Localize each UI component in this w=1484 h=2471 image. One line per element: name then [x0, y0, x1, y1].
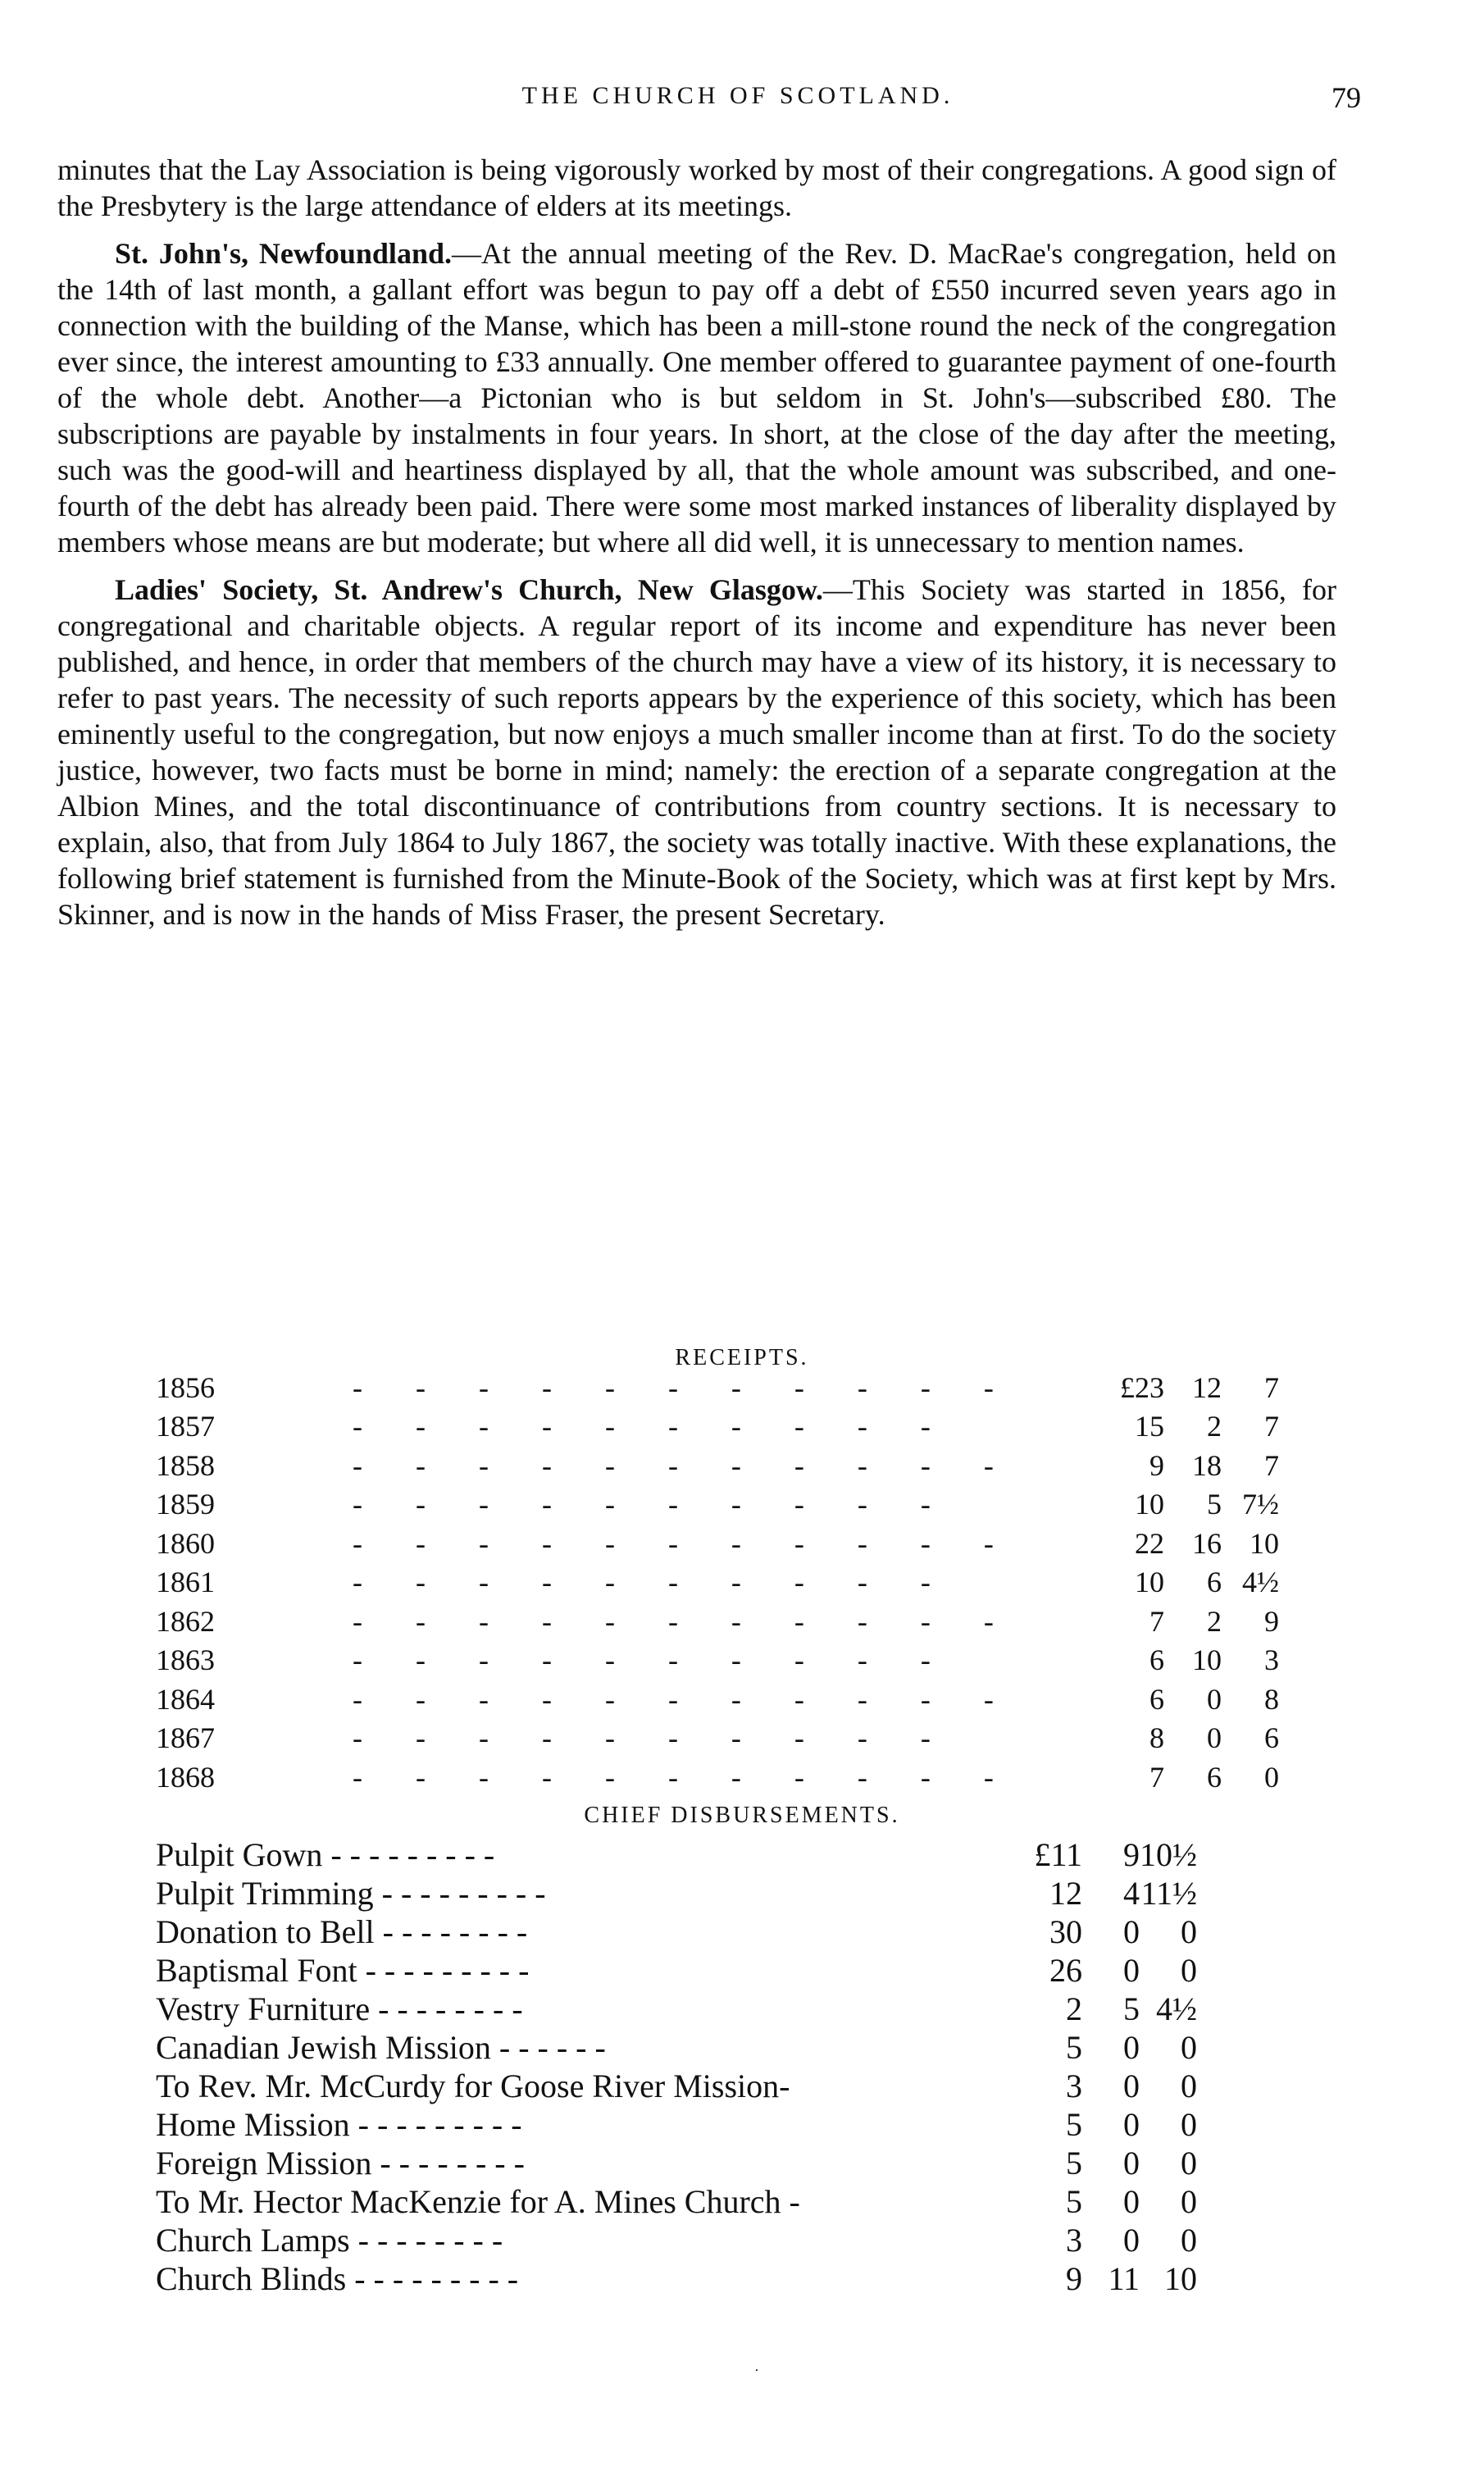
leader-dots: - - - - - - - - - - -: [353, 1370, 1017, 1404]
amount-pounds: 10: [1135, 1488, 1164, 1521]
amount-pence: 0: [1181, 2029, 1197, 2066]
amount-pounds: 7: [1149, 1760, 1164, 1794]
disbursement-item: Pulpit Trimming - - - - - - - - -: [156, 1875, 546, 1912]
amount-pence: 6: [1264, 1721, 1279, 1755]
leader-dots: - - - - - - - - - -: [353, 1410, 954, 1443]
disbursement-row: [156, 2028, 1197, 2067]
amount-pounds: 5: [1066, 2106, 1082, 2143]
receipt-row: [156, 1641, 1279, 1680]
amount-shillings: 16: [1192, 1526, 1222, 1560]
amount-pounds: 7: [1149, 1604, 1164, 1638]
disbursement-row: [156, 2221, 1197, 2259]
amount-pence: 0: [1181, 2106, 1197, 2143]
amount-shillings: 0: [1123, 2145, 1140, 2182]
paragraph-lay-association: [57, 152, 1336, 224]
amount-pounds: 15: [1135, 1410, 1164, 1443]
leader-dots: - - - - - - - - - - -: [353, 1682, 1017, 1716]
disbursement-item: Baptismal Font - - - - - - - - -: [156, 1952, 530, 1989]
amount-pence: 0: [1181, 2222, 1197, 2259]
amount-pence: 7: [1264, 1410, 1279, 1443]
receipt-row: [156, 1446, 1279, 1485]
amount-pounds: 5: [1066, 2183, 1082, 2220]
amount-pence: 0: [1181, 1952, 1197, 1989]
amount-pence: 0: [1181, 2183, 1197, 2220]
paragraph-text: minutes that the Lay Association is being vigorously worked by most of their congregations. A good sign of the Presbytery is the large attendance of elders at its meetings.: [57, 153, 1336, 222]
article-body: [57, 152, 1336, 932]
disbursement-row: [156, 2259, 1197, 2298]
amount-shillings: 10: [1192, 1644, 1222, 1677]
amount-pence: 10: [1250, 1526, 1279, 1560]
amount-pence: 11½: [1140, 1875, 1197, 1912]
disbursement-row: [156, 1990, 1197, 2028]
amount-pounds: 8: [1149, 1721, 1164, 1755]
receipt-year: 1858: [156, 1448, 215, 1482]
amount-pence: 7: [1264, 1370, 1279, 1404]
receipt-year: 1856: [156, 1370, 215, 1404]
amount-shillings: 6: [1207, 1566, 1222, 1599]
amount-pence: 10: [1164, 2260, 1197, 2297]
receipts-table: [156, 1368, 1279, 1797]
leader-dots: - - - - - - - - - -: [353, 1721, 954, 1755]
disbursement-item: Church Blinds - - - - - - - - -: [156, 2260, 519, 2297]
receipt-year: 1860: [156, 1526, 215, 1560]
disbursement-item: Foreign Mission - - - - - - - -: [156, 2145, 525, 2182]
amount-shillings: 0: [1123, 2183, 1140, 2220]
amount-pence: 0: [1181, 2145, 1197, 2182]
amount-shillings: 4: [1123, 1875, 1140, 1912]
amount-pence: 0: [1181, 1913, 1197, 1950]
section-title-ladies-society: Ladies' Society, St. Andrew's Church, New Glasgow.: [115, 573, 823, 606]
page-mark: ·: [754, 2362, 759, 2378]
leader-dots: - - - - - - - - - - -: [353, 1526, 1017, 1560]
receipt-row: [156, 1758, 1279, 1797]
disbursement-item: To Mr. Hector MacKenzie for A. Mines Church -: [156, 2183, 800, 2220]
amount-pounds: £23: [1120, 1370, 1164, 1404]
disbursements-table: [156, 1835, 1197, 2298]
amount-pounds: 3: [1066, 2068, 1082, 2104]
amount-pounds: 30: [1049, 1913, 1082, 1950]
amount-shillings: 0: [1123, 1913, 1140, 1950]
amount-shillings: 5: [1123, 1990, 1140, 2027]
running-title: THE CHURCH OF SCOTLAND.: [521, 82, 954, 109]
paragraph-text: —This Society was started in 1856, for congregational and charitable objects. A regular report of its income and expenditure has never been published, and hence, in order that members of the church may have a view of its history, it is necessary to refer to past years. The necessity of such reports appears by the experience of this society, which has been eminently useful to the congregation, but now enjoys a much smaller income than at first. To do the society justice, however, two facts must be borne in mind; namely: the erection of a separate congregation at the Albion Mines, and the total discontinuance of contributions from country sections. It is necessary to explain, also, that from July 1864 to July 1867, the society was totally inactive. With these explanations, the following brief statement is furnished from the Minute-Book of the Society, which was at first kept by Mrs. Skinner, and is now in the hands of Miss Fraser, the present Secretary.: [57, 573, 1336, 931]
amount-shillings: 2: [1207, 1410, 1222, 1443]
amount-pounds: 6: [1149, 1644, 1164, 1677]
receipt-row: [156, 1680, 1279, 1719]
disbursement-item: Church Lamps - - - - - - - -: [156, 2222, 503, 2259]
disbursement-row: [156, 1874, 1197, 1913]
receipt-row: [156, 1719, 1279, 1758]
amount-pence: 4½: [1242, 1566, 1279, 1599]
amount-shillings: 0: [1123, 2029, 1140, 2066]
amount-shillings: 0: [1123, 2068, 1140, 2104]
amount-pence: 7½: [1242, 1488, 1279, 1521]
disbursement-row: [156, 2144, 1197, 2182]
leader-dots: - - - - - - - - - - -: [353, 1448, 1017, 1482]
amount-shillings: 0: [1123, 2222, 1140, 2259]
amount-pounds: 26: [1049, 1952, 1082, 1989]
receipt-year: 1864: [156, 1682, 215, 1716]
paragraph-ladies-society: [57, 572, 1336, 932]
amount-pounds: 9: [1066, 2260, 1082, 2297]
amount-pounds: 6: [1149, 1682, 1164, 1716]
page-number: 79: [1332, 81, 1361, 114]
amount-pence: 3: [1264, 1644, 1279, 1677]
leader-dots: - - - - - - - - - -: [353, 1566, 954, 1599]
amount-pence: 10½: [1140, 1836, 1197, 1873]
amount-shillings: 11: [1108, 2260, 1140, 2297]
disbursement-item: Vestry Furniture - - - - - - - -: [156, 1990, 523, 2027]
disbursement-row: [156, 2105, 1197, 2144]
amount-shillings: 0: [1123, 2106, 1140, 2143]
receipt-row: [156, 1524, 1279, 1563]
amount-pounds: 5: [1066, 2145, 1082, 2182]
amount-shillings: 12: [1192, 1370, 1222, 1404]
disbursement-row: [156, 2182, 1197, 2221]
amount-pence: 9: [1264, 1604, 1279, 1638]
amount-shillings: 0: [1207, 1721, 1222, 1755]
amount-shillings: 9: [1123, 1836, 1140, 1873]
section-title-st-johns: St. John's, Newfoundland.: [115, 237, 452, 270]
leader-dots: - - - - - - - - - - -: [353, 1604, 1017, 1638]
amount-pounds: £11: [1034, 1836, 1082, 1873]
receipt-row: [156, 1602, 1279, 1641]
amount-pence: 0: [1264, 1760, 1279, 1794]
disbursement-item: Home Mission - - - - - - - - -: [156, 2106, 522, 2143]
disbursement-row: [156, 1951, 1197, 1990]
amount-shillings: 5: [1207, 1488, 1222, 1521]
amount-pounds: 12: [1049, 1875, 1082, 1912]
amount-pounds: 3: [1066, 2222, 1082, 2259]
receipt-row: [156, 1407, 1279, 1447]
amount-pence: 4½: [1156, 1990, 1197, 2027]
receipt-year: 1861: [156, 1566, 215, 1599]
amount-shillings: 0: [1207, 1682, 1222, 1716]
disbursement-item: Donation to Bell - - - - - - - -: [156, 1913, 528, 1950]
disbursement-row: [156, 1835, 1197, 1874]
receipt-year: 1862: [156, 1604, 215, 1638]
receipt-row: [156, 1563, 1279, 1603]
leader-dots: - - - - - - - - - - -: [353, 1760, 1017, 1794]
amount-pounds: 22: [1135, 1526, 1164, 1560]
receipts-heading: RECEIPTS.: [675, 1345, 809, 1370]
receipt-year: 1863: [156, 1644, 215, 1677]
disbursement-item: Canadian Jewish Mission - - - - - -: [156, 2029, 606, 2066]
disbursement-item: Pulpit Gown - - - - - - - - -: [156, 1836, 495, 1873]
disbursement-row: [156, 1913, 1197, 1951]
amount-pounds: 10: [1135, 1566, 1164, 1599]
amount-pence: 0: [1181, 2068, 1197, 2104]
paragraph-text: —At the annual meeting of the Rev. D. MacRae's congregation, held on the 14th of last month, a gallant effort was begun to pay off a debt of £550 incurred seven years ago in connection with the building of the Manse, which has been a mill-stone round the neck of the congregation ever since, the interest amounting to £33 annually. One member offered to guarantee payment of one-fourth of the whole debt. Another—a Pictonian who is but seldom in St. John's—subscribed £80. The subscriptions are payable by instalments in four years. In short, at the close of the day after the meeting, such was the good-will and heartiness displayed by all, that the whole amount was subscribed, and one-fourth of the debt has already been paid. There were some most marked instances of liberality displayed by members whose means are but moderate; but where all did well, it is unnecessary to mention names.: [57, 237, 1336, 558]
leader-dots: - - - - - - - - - -: [353, 1488, 954, 1521]
disbursement-row: [156, 2067, 1197, 2105]
disbursements-heading: CHIEF DISBURSEMENTS.: [584, 1803, 900, 1828]
receipt-year: 1867: [156, 1721, 215, 1755]
amount-pence: 8: [1264, 1682, 1279, 1716]
receipt-row: [156, 1368, 1279, 1407]
amount-pence: 7: [1264, 1448, 1279, 1482]
amount-pounds: 9: [1149, 1448, 1164, 1482]
amount-pounds: 2: [1066, 1990, 1082, 2027]
receipt-year: 1857: [156, 1410, 215, 1443]
receipt-year: 1868: [156, 1760, 215, 1794]
amount-shillings: 2: [1207, 1604, 1222, 1638]
receipt-row: [156, 1485, 1279, 1525]
paragraph-st-johns: [57, 235, 1336, 560]
amount-shillings: 0: [1123, 1952, 1140, 1989]
disbursement-item: To Rev. Mr. McCurdy for Goose River Mission-: [156, 2068, 790, 2104]
amount-shillings: 6: [1207, 1760, 1222, 1794]
leader-dots: - - - - - - - - - -: [353, 1644, 954, 1677]
receipt-year: 1859: [156, 1488, 215, 1521]
amount-pounds: 5: [1066, 2029, 1082, 2066]
amount-shillings: 18: [1192, 1448, 1222, 1482]
